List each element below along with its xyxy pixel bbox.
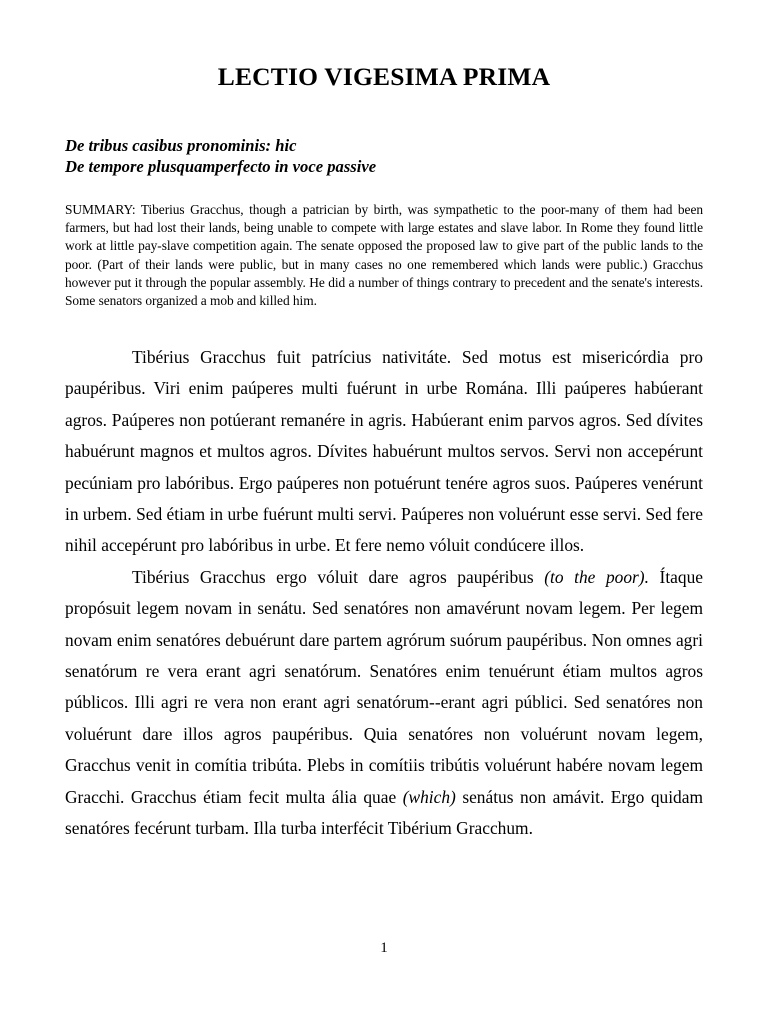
gloss-to-the-poor: (to the poor). (544, 566, 649, 587)
page-number: 1 (380, 940, 388, 956)
paragraph-2-part-1: Tibérius Gracchus ergo vóluit dare agros paupéribus (132, 566, 545, 587)
subtitle-pronoun: De tribus casibus pronominis: hic (65, 136, 297, 155)
latin-paragraph-1: Tibérius Gracchus fuit patrícius nativitáte. Sed motus est misericórdia pro paupéribus. Viri enim paúperes multi fuérunt in urbe Romána. Illi paúperes habúerant agros. Paúperes non potúerant remanére in agris. Habúerant enim parvos agros. Sed dívites habuérunt magnos et multos agros. Dívites habuérunt multos servos. Servi non accepérunt pecúniam pro labóribus. Ergo paúperes non potuérunt tenére agros suos. Paúperes venérunt in urbem. Sed étiam in urbe fuérunt multi servi. Paúperes non voluérunt esse servi. Sed fere nihil accepérunt pro labóribus in urbe. Et fere nemo vóluit condúcere illos. (65, 347, 703, 556)
subtitle-pluperfect: De tempore plusquamperfecto in voce passive (65, 157, 377, 176)
paragraph-2-part-2: Ítaque propósuit legem novam in senátu. Sed senatóres non amavérunt novam legem. Per legem novam enim senatóres debuérunt dare partem agrórum suórum paupéribus. Non omnes agri senatórum re vera erant agri senatórum. Senatóres enim tenuérunt étiam multos agros públicos. Illi agri re vera non erant agri senatórum--erant agri públici. Sed senatóres non voluérunt dare illos agros paupéribus. Quia senatóres non voluérunt novam legem, Gracchus venit in comítia tribúta. Plebs in comítiis tribútis voluérunt habére novam legem Gracchi. Gracchus étiam fecit multa ália quae (65, 566, 703, 807)
paragraph-2-part-3: senátus non amávit. Ergo quidam senatóres fecérunt turbam. Illa turba interfécit Tibérium Gracchum. (65, 786, 703, 839)
lesson-title: LECTIO VIGESIMA PRIMA (217, 62, 551, 91)
gloss-which: (which) (402, 786, 456, 807)
subtitles (65, 135, 705, 177)
latin-paragraph-2 (65, 562, 703, 845)
summary-paragraph: SUMMARY: Tiberius Gracchus, though a patrician by birth, was sympathetic to the poor-many of them had been farmers, but had lost their lands, being unable to compete with large estates and slave labor. In Rome they found little work at little pay-slave competition again. The senate opposed the proposed law to give part of the public lands to the poor. (Part of their lands were public, but in many cases no one remembered which lands were public.) Gracchus however put it through the popular assembly. He did a number of things contrary to precedent and the senate's interests. Some senators organized a mob and killed him. (65, 202, 703, 309)
latin-text (65, 342, 703, 845)
